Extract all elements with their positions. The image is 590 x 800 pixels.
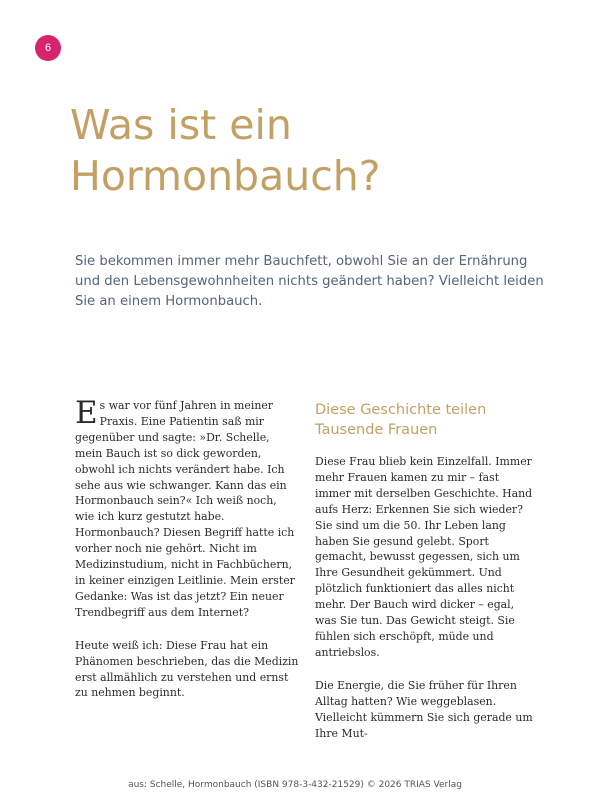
- right-column: [315, 400, 537, 758]
- intro-text: Sie bekommen immer mehr Bauchfett, obwohl Sie an der Ernährung und den Lebensgewohnheiten nichts geändert haben? Vielleicht leiden Sie an einem Hormonbauch.: [75, 254, 544, 309]
- page-number-badge: [35, 35, 61, 61]
- dropcap-letter: E: [75, 395, 98, 431]
- left-column: [75, 395, 299, 718]
- section-subheading: Diese Geschichte teilen Tausende Frauen: [315, 402, 487, 438]
- page-number: 6: [44, 42, 52, 54]
- left-paragraph-2: Heute weiß ich: Diese Frau hat ein Phänomen beschrieben, das die Medizin erst allmählich zu verstehen und ernst zu nehmen beginnt.: [75, 638, 299, 700]
- page-title: Was ist ein Hormonbauch?: [70, 101, 381, 200]
- right-paragraph-2: Die Energie, die Sie früher für Ihren Alltag hatten? Wie weggeblasen. Vielleicht kümmern Sie sich gerade um Ihre Mut-: [315, 678, 533, 740]
- footer-credit: aus: Schelle, Hormonbauch (ISBN 978-3-432-21529) © 2026 TRIAS Verlag: [128, 780, 462, 790]
- left-paragraph-1-text: s war vor fünf Jahren in meiner Praxis. Eine Patientin saß mir gegenüber und sagte: »Dr. Schelle, mein Bauch ist so dick geworden, obwohl ich nichts verändert habe. Ich sehe aus wie schwanger. Kann das ein Hormonbauch sein?« Ich weiß noch, wie ich kurz gestutzt habe. Hormonbauch? Diesen Begriff hatte ich vorher noch nie gehört. Nicht im Medizinstudium, nicht in Fachbüchern, in keiner einzigen Leitlinie. Mein erster Gedanke: Was ist das jetzt? Ein neuer Trendbegriff aus dem Internet?: [75, 399, 295, 619]
- left-paragraph-1: [75, 395, 299, 621]
- right-paragraph-1: Diese Frau blieb kein Einzelfall. Immer mehr Frauen kamen zu mir – fast immer mit derselben Geschichte. Hand aufs Herz: Erkennen Sie sich wieder? Sie sind um die 50. Ihr Leben lang haben Sie gesund gelebt. Sport gemacht, bewusst gegessen, sich um Ihre Gesundheit gekümmert. Und plötzlich funktioniert das alles nicht mehr. Der Bauch wird dicker – egal, was Sie tun. Das Gewicht steigt. Sie fühlen sich erschöpft, müde und antriebslos.: [315, 455, 533, 659]
